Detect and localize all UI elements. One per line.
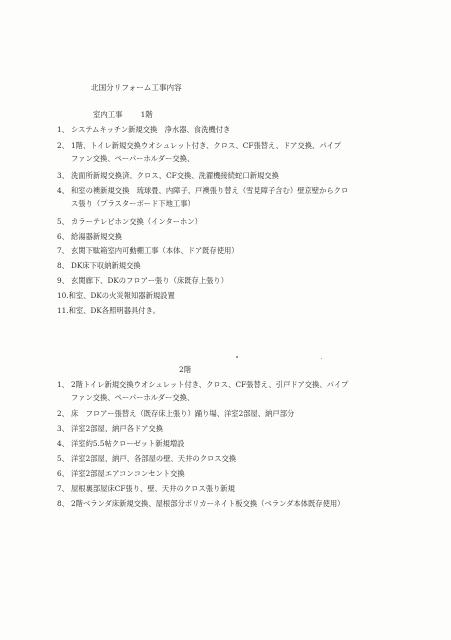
- floor2-item-2: [57, 409, 294, 419]
- floor1-item-4: [57, 186, 348, 209]
- item-text: 和室、DKの火災報知器新規設置: [68, 291, 175, 300]
- floor1-item-1: [57, 125, 230, 135]
- item-text: システムキッチン新規交換 浄水器、食洗機付き: [71, 125, 231, 134]
- item-text: 和室、DK各照明器具付き。: [68, 306, 160, 315]
- item-text: 洋室約5.5帖クローゼット新規増設: [71, 439, 185, 448]
- floor2-item-7: [57, 484, 235, 494]
- floor1-item-7: [57, 246, 239, 256]
- item-number: 6、: [57, 232, 69, 241]
- item-number: 8、: [57, 261, 69, 270]
- floor2-item-8: [57, 499, 344, 509]
- item-text: 洗面所新規交換済、クロス、CF交換、洗濯機接続蛇口新規交換: [71, 171, 279, 180]
- floor1-item-9: [57, 276, 228, 286]
- floor1-item-2: [57, 141, 341, 164]
- scan-speck: [321, 358, 322, 359]
- floor1-item-6: [57, 232, 122, 242]
- scan-speck: [236, 356, 238, 358]
- floor2-item-4: [57, 439, 184, 449]
- floor1-heading-label: 室内工事: [93, 110, 123, 119]
- document-title: 北国分リフォーム工事内容: [91, 83, 182, 92]
- item-number: 5、: [57, 217, 69, 226]
- floor2-item-5: [57, 454, 236, 464]
- item-text: 2階ベランダ床新規交換、屋根部分ポリカーネイト板交換（ベランダ本体既存使用）: [71, 499, 345, 508]
- floor1-item-10: [57, 291, 175, 301]
- floor2-item-6: [57, 469, 185, 479]
- item-text: 玄関廊下、DKのフロアー張り（床既存上張り）: [71, 276, 229, 285]
- item-text: 和室の襖新規交換 琉球畳、内障子、戸襖張り替え（雪見障子含む）壁京壁からクロ: [71, 186, 349, 195]
- floor1-item-5: [57, 217, 202, 227]
- item-number: 7、: [57, 246, 69, 255]
- item-text: 床 フロアー張替え（既存床上張り）踊り場、洋室2部屋、納戸部分: [71, 409, 295, 418]
- item-number: 4、: [57, 186, 69, 195]
- item-number: 11.: [57, 306, 69, 315]
- item-text: カラーテレビホン交換（インターホン）: [71, 217, 202, 226]
- floor2-item-3: [57, 424, 163, 434]
- item-text: 屋根裏部屋床CF張り、壁、天井のクロス張り新規: [71, 484, 235, 493]
- item-number: 1、: [57, 380, 69, 389]
- floor1-heading: [93, 110, 153, 120]
- item-text: 2階トイレ新規交換ウオシュレット付き、クロス、CF張替え、引戸ドア交換、パイプ: [71, 380, 349, 389]
- item-number: 9、: [57, 276, 69, 285]
- floor2-item-1: [57, 380, 348, 403]
- item-number: 2、: [57, 409, 69, 418]
- item-number: 2、: [57, 141, 69, 150]
- floor1-item-11: [57, 306, 160, 316]
- item-number: 7、: [57, 484, 69, 493]
- item-text: 玄関下駄箱室内可動棚工事（本体、ドア既存使用）: [71, 246, 239, 255]
- item-number: 8、: [57, 499, 69, 508]
- item-text: 洋室2部屋エアコンコンセント交換: [71, 469, 185, 478]
- item-text: 1階、トイレ新規交換ウオシュレット付き、クロス、CF張替え、ドア交換、パイプ: [71, 141, 342, 150]
- floor1-heading-floor: 1階: [140, 110, 153, 119]
- item-text: DK床下収納新規交換: [71, 261, 141, 270]
- item-number: 10.: [57, 291, 69, 300]
- item-text: 洋室2部屋、納戸各ドア交換: [71, 424, 163, 433]
- item-text-continued: ファン交換、ペーパーホルダー交換、: [71, 393, 195, 402]
- item-number: 4、: [57, 439, 69, 448]
- item-number: 5、: [57, 454, 69, 463]
- item-text-continued: ファン交換、ペーパーホルダー交換、: [71, 154, 195, 163]
- floor1-item-8: [57, 261, 141, 271]
- item-text: 洋室2部屋、納戸、各部屋の壁、天井のクロス交換: [71, 454, 237, 463]
- floor2-heading: 2階: [179, 365, 192, 374]
- item-number: 3、: [57, 424, 69, 433]
- item-text-continued: ス張り（プラスターボード下地工事）: [71, 199, 195, 208]
- item-text: 給湯器新規交換: [71, 232, 123, 241]
- item-number: 6、: [57, 469, 69, 478]
- item-number: 3、: [57, 171, 69, 180]
- floor1-item-3: [57, 171, 279, 181]
- item-number: 1、: [57, 125, 69, 134]
